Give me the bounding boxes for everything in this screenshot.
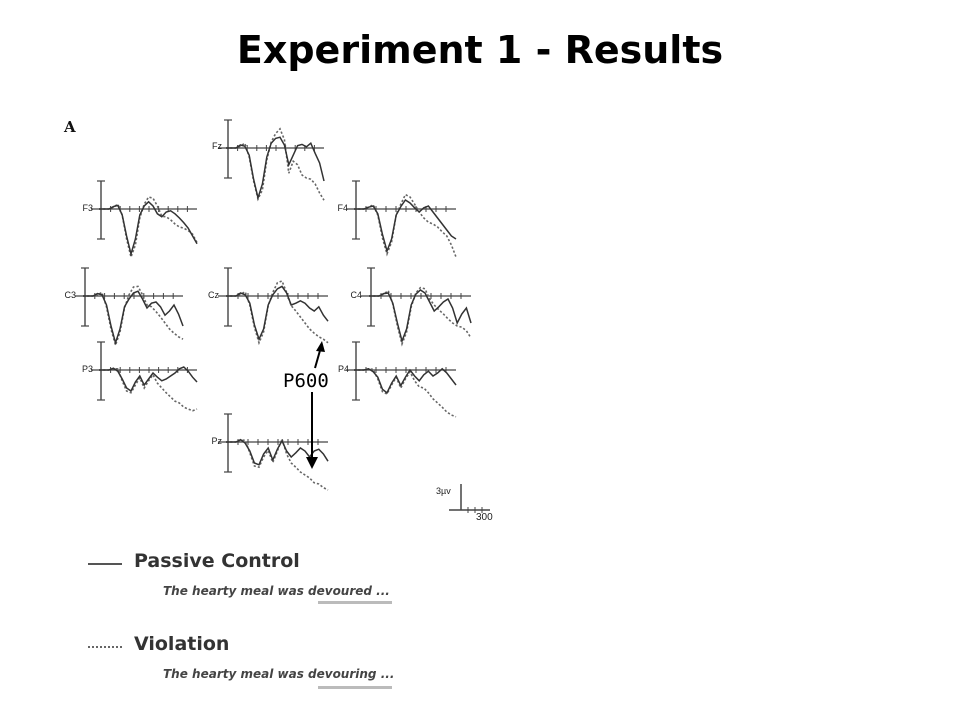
electrode-label-fz: Fz [212, 141, 222, 151]
violation-waveform-f4 [354, 195, 456, 257]
passive-control-waveform-fz [226, 137, 324, 198]
sentence-suffix: ... [372, 584, 390, 598]
p600-label: P600 [283, 370, 329, 392]
legend-passive-control-sentence [163, 584, 390, 598]
electrode-panel-c4 [361, 268, 471, 344]
p600-arrow-down-head [306, 457, 318, 469]
electrode-panel-f3 [91, 181, 197, 257]
scale-time-label: 300 [476, 512, 493, 523]
passive-control-waveform-cz [226, 286, 328, 339]
electrode-label-c3: C3 [64, 290, 76, 300]
passive-control-waveform-p4 [354, 369, 456, 393]
slide-title: Experiment 1 - Results [236, 28, 724, 72]
legend-violation-underline [318, 686, 392, 689]
electrode-label-p4: P4 [337, 364, 349, 374]
scale-bar [449, 484, 490, 513]
sentence-suffix: ... [376, 667, 395, 681]
electrode-label-f3: F3 [82, 203, 93, 213]
legend-passive-control-label: Passive Control [134, 550, 300, 572]
legend-violation-label: Violation [134, 633, 230, 655]
violation-waveform-c3 [83, 286, 183, 345]
passive-control-waveform-c4 [369, 290, 471, 341]
electrode-panel-p3 [91, 342, 197, 411]
legend-dotted-line-sample [88, 646, 122, 648]
electrode-label-pz: Pz [211, 436, 222, 446]
electrode-panel-fz [218, 120, 324, 200]
legend-solid-line-sample [88, 563, 122, 565]
sentence-verb: devouring [308, 667, 377, 681]
electrode-panel-f4 [346, 181, 456, 257]
panel-label: A [64, 118, 76, 136]
erp-waveforms [75, 120, 471, 490]
electrode-label-c4: C4 [350, 290, 362, 300]
passive-control-waveform-c3 [83, 291, 183, 343]
sentence-prefix: The hearty meal was [163, 584, 309, 598]
sentence-verb: devoured [308, 584, 372, 598]
sentence-prefix: The hearty meal was [163, 667, 309, 681]
electrode-label-f4: F4 [337, 203, 348, 213]
p600-arrow-up-head [316, 341, 325, 352]
electrode-panel-c3 [75, 268, 183, 345]
violation-waveform-p3 [99, 369, 197, 411]
electrode-label-cz: Cz [208, 290, 219, 300]
electrode-panel-p4 [346, 342, 456, 417]
passive-control-waveform-f4 [354, 200, 456, 251]
violation-waveform-p4 [354, 369, 456, 417]
scale-amplitude-label: 3µv [436, 486, 451, 496]
electrode-panel-cz [218, 268, 328, 343]
legend-passive-control-underline [318, 601, 392, 604]
legend-violation-sentence [163, 667, 394, 681]
electrode-label-p3: P3 [81, 364, 93, 374]
